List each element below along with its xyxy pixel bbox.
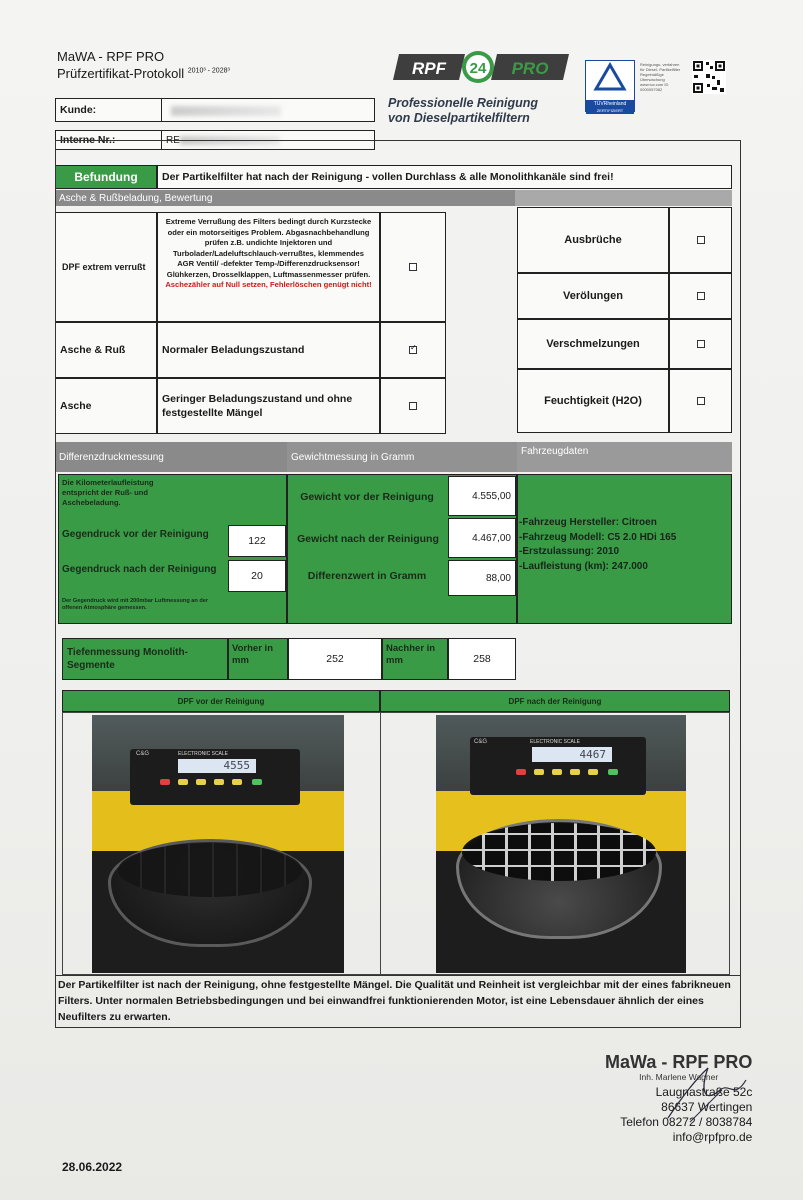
tagline-line1: Professionelle Reinigung [388, 96, 539, 110]
gewicht-diff-label: Differenzwert in Gramm [307, 570, 427, 582]
logo-pro: PRO [511, 59, 549, 78]
stamp-company: MaWa - RPF PRO [605, 1052, 753, 1072]
gewicht-vor-label: Gewicht vor der Reinigung [300, 491, 434, 503]
asche-checkbox[interactable] [409, 402, 417, 410]
tuv-certification-badge [585, 60, 635, 112]
scale-right-brand: C&G [474, 739, 488, 745]
row-asche-russ-label: Asche & Ruß [55, 322, 157, 378]
gegendruck-nach-value: 20 [228, 560, 286, 592]
differenz-header: Differenzdruckmessung [55, 442, 287, 472]
fahrzeug-erstzulassung: -Erstzulassung: 2010 [519, 546, 620, 557]
feuchtigkeit-checkbox[interactable] [697, 397, 705, 405]
gegendruck-vor-value: 122 [228, 525, 286, 557]
stamp-phone: Telefon 08272 / 8038784 [620, 1115, 753, 1129]
fahrzeug-header: Fahrzeugdaten [517, 442, 732, 472]
rpf24pro-logo [393, 50, 569, 84]
conclusion-divider [55, 975, 741, 976]
handwritten-signature [660, 1060, 750, 1130]
interne-nr-row [55, 130, 375, 150]
tuv-triangle-icon [586, 61, 634, 95]
fahrzeug-modell: -Fahrzeug Modell: C5 2.0 HDi 165 [519, 531, 677, 543]
tuv-note: Reinigungs- verfahren für Diesel- Partikelfilter Regelmäßige Überwachung www.tuv.com ID 0000057082 [640, 62, 681, 92]
dpf-extrem-warning: Aschezähler auf Null setzen, Fehlerlöschen genügt nicht! [165, 280, 372, 289]
logo-24: 24 [469, 60, 487, 77]
company-name: MaWA - RPF PRO [57, 49, 165, 64]
photo-dpf-before [92, 715, 344, 973]
photo-right-title: DPF nach der Reinigung [380, 690, 730, 712]
row-asche-check-cell [380, 378, 446, 434]
tiefen-vorher-label: Vorher in mm [228, 638, 288, 680]
tiefen-vorher-value: 252 [288, 638, 382, 680]
scale-right-label: ELECTRONIC SCALE [530, 739, 581, 745]
row-dpf-extrem-text [157, 212, 380, 322]
fahrzeug-hersteller: -Fahrzeug Hersteller: Citroen [519, 517, 657, 528]
scale-left [130, 749, 300, 805]
photo-dpf-after [436, 715, 686, 973]
fahrzeug-details [519, 516, 729, 574]
logo-rpf: RPF [412, 59, 446, 78]
protocol-title-text: Prüfzertifikat-Protokoll [57, 66, 185, 81]
conclusion-text: Der Partikelfilter ist nach der Reinigung, ohne festgestellte Mängel. Die Qualität und Reinheit ist vergleichbar mit der eines fabrikneuen Filters. Unter normalen Betriebsbedingungen und bei einwandfrei funktionierenden Motor, ist eine Lebensdauer ähnlich der eines Neufilters zu erwarten. [58, 979, 731, 1023]
defect-verschmelzungen-label: Verschmelzungen [517, 319, 669, 369]
document-date: 28.06.2022 [62, 1160, 123, 1174]
tiefen-nachher-label: Nachher in mm [382, 638, 448, 680]
scale-right [470, 737, 646, 795]
asche-header-extension [515, 190, 732, 206]
defect-ausbrueche-label: Ausbrüche [517, 207, 669, 273]
befund-label: Befundung [55, 165, 157, 189]
row-asche-russ-text: Normaler Beladungszustand [157, 322, 380, 378]
qr-code-icon [692, 60, 726, 94]
gegendruck-footnote: Der Gegendruck wird mit 200mbar Luftmessung an der offenen Atmosphäre gemessen. [62, 598, 209, 611]
gegendruck-nach-label: Gegendruck nach der Reinigung [62, 564, 217, 575]
defect-feuchtigkeit-label: Feuchtigkeit (H2O) [517, 369, 669, 433]
defect-veroelungen-label: Verölungen [517, 273, 669, 319]
stamp-city: 86637 Wertingen [661, 1100, 753, 1114]
gewicht-header: Gewichtmessung in Gramm [287, 442, 517, 472]
verschmelzungen-checkbox[interactable] [697, 340, 705, 348]
asche-russ-checkbox[interactable] [409, 346, 417, 354]
scale-left-display: 4555 [178, 759, 256, 773]
fahrzeug-laufleistung: -Laufleistung (km): 247.000 [519, 560, 648, 572]
gewicht-vor-value: 4.555,00 [448, 476, 516, 516]
tuv-label: TÜVRheinland [586, 100, 634, 108]
protocol-years: 2010³ - 2028³ [187, 67, 230, 75]
row-dpf-extrem-check-cell [380, 212, 446, 322]
row-asche-text: Geringer Beladungszustand und ohne festgestellte Mängel [157, 378, 380, 434]
asche-header: Asche & Rußbeladung, Bewertung [55, 190, 515, 206]
tiefen-nachher-value: 258 [448, 638, 516, 680]
defect-verschmelzungen-check-cell [669, 319, 732, 369]
differenz-note: Die Kilometerlaufleistung entspricht der Ruß- und Aschebeladung. [62, 478, 154, 507]
defect-feuchtigkeit-check-cell [669, 369, 732, 433]
gewicht-nach-value: 4.467,00 [448, 518, 516, 558]
defect-veroelungen-check-cell [669, 273, 732, 319]
scale-left-brand: C&G [136, 751, 150, 757]
scale-right-display: 4467 [532, 747, 612, 762]
stamp-owner: Inh. Marlene Wagner [639, 1072, 719, 1082]
photo-divider [380, 712, 381, 975]
tagline-line2: von Dieselpartikelfiltern [388, 111, 530, 125]
ausbrueche-checkbox[interactable] [697, 236, 705, 244]
befund-text: Der Partikelfilter hat nach der Reinigung - vollen Durchlass & alle Monolithkanäle sind frei! [157, 165, 732, 189]
scale-left-label: ELECTRONIC SCALE [178, 751, 229, 757]
interne-value: RE [166, 134, 180, 146]
defect-ausbrueche-check-cell [669, 207, 732, 273]
stamp-street: Laugnastraße 52c [655, 1085, 753, 1099]
dpf-extrem-description: Extreme Verrußung des Filters bedingt durch Kurzstecke oder ein motorseitiges Problem. Abgasnachbehandlung prüfen z.B. undichte Injektoren und Turbolader/Ladeluftschlauch-verrußtes, klemmendes AGR Ventil/ -defekter Temp-/Differenzdrucksensor! Glühkerzen, Drosselklappen, Luftmassenmesser prüfen. [165, 217, 372, 279]
interne-redacted [180, 136, 280, 145]
row-dpf-extrem-label: DPF extrem verrußt [55, 212, 157, 322]
row-asche-russ-check-cell [380, 322, 446, 378]
gewicht-diff-value: 88,00 [448, 560, 516, 596]
kunde-redacted [171, 106, 281, 116]
tagline [388, 96, 538, 126]
tuv-sub: ZERTIFIZIERT [586, 108, 634, 114]
veroelungen-checkbox[interactable] [697, 292, 705, 300]
kunde-label: Kunde: [60, 104, 97, 116]
tiefen-label: Tiefenmessung Monolith-Segmente [62, 638, 228, 680]
gegendruck-vor-label: Gegendruck vor der Reinigung [62, 529, 209, 540]
stamp-email: info@rpfpro.de [672, 1130, 753, 1144]
kunde-row [55, 98, 375, 122]
dpf-extrem-checkbox[interactable] [409, 263, 417, 271]
gewicht-nach-label: Gewicht nach der Reinigung [297, 533, 439, 545]
interne-label: Interne Nr.: [60, 134, 116, 146]
row-asche-label: Asche [55, 378, 157, 434]
protocol-title [57, 66, 230, 81]
photo-left-title: DPF vor der Reinigung [62, 690, 380, 712]
